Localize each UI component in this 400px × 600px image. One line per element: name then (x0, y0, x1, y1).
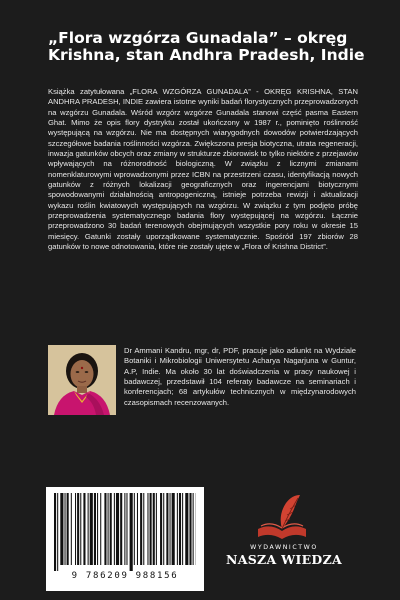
publisher-name-line1: WYDAWNICTWO (250, 544, 318, 551)
barcode-bar (65, 493, 66, 565)
barcode-bar (140, 493, 142, 565)
barcode-bar (57, 493, 58, 571)
book-title: „Flora wzgórza Gunadala” – okręg Krishna, stan Andhra Pradesh, Indie (48, 29, 365, 64)
barcode-bar (150, 493, 152, 565)
barcode-bar (193, 493, 194, 565)
barcode-bar (97, 493, 98, 565)
barcode-bar (177, 493, 178, 565)
barcode-bar (163, 493, 164, 565)
barcode-bar (77, 493, 79, 565)
barcode-bar (80, 493, 81, 565)
barcode-bar (182, 493, 183, 565)
isbn-barcode (46, 487, 204, 591)
barcode-bar (90, 493, 93, 565)
barcode-bar (88, 493, 89, 565)
book-quill-icon (252, 493, 312, 543)
author-bio: Dr Ammani Kandru, mgr, dr, PDF, pracuje jako adiunkt na Wydziale Botaniki i Mikrobiologii Uniwersytetu Acharya Nagarjuna w Guntur, A.P, Indie. Ma około 30 lat doświadczenia w pracy naukowej i badawczej, przedstawił 104 referaty badawcze na seminariach i konferencjach; 68 artykułów technicznych w międzynarodowych czasopismach recenzowanych. (124, 346, 356, 407)
barcode-bar (71, 493, 72, 565)
barcode-bar (60, 493, 63, 565)
barcode-bar (179, 493, 181, 565)
barcode-bar (116, 493, 119, 565)
barcode-bar (147, 493, 148, 565)
barcode-bar (108, 493, 109, 565)
barcode-bar (126, 493, 127, 565)
barcode-bar (143, 493, 144, 565)
barcode-number: 9 786209 988156 (71, 571, 179, 581)
barcode-bar (156, 493, 157, 565)
barcode-bar (166, 493, 168, 565)
barcode-bar (160, 493, 162, 565)
barcode-bar (67, 493, 69, 565)
barcode-bar (83, 493, 85, 565)
barcode-bar (137, 493, 138, 565)
barcode-bar (100, 493, 101, 565)
barcode-bar (124, 493, 125, 565)
barcode-bar (114, 493, 115, 565)
barcode-bar (153, 493, 155, 565)
barcode-bar (130, 493, 133, 571)
barcode-bar (110, 493, 112, 565)
barcode-bars (54, 493, 196, 571)
barcode-bar (104, 493, 106, 565)
barcode-bar (54, 493, 56, 571)
barcode-bar (172, 493, 175, 565)
barcode-bar (185, 493, 188, 565)
barcode-bar (94, 493, 96, 565)
barcode-bar (189, 493, 191, 565)
barcode-bar (75, 493, 76, 565)
book-description: Książka zatytułowana „FLORA WZGÓRZA GUNADALA” - OKRĘG KRISHNA, STAN ANDHRA PRADESH, INDIE zawiera istotne wyniki badań florystycznych przeprowadzonych na wzgórzu Gunadala. Wśród wzgórz wzgórze Gunadala stanowi część pasma Eastern Ghat. Mimo że opis flory dystryktu został ukończony w 1987 r., pominięto roślinność występującą na wzgórzu. Nie ma dostępnych wiarygodnych dowodów potwierdzających szczegółowe badania roślinności wzgórza. Zwiększona presja biotyczna, utrata regeneracji, inwazja gatunków obcych oraz zmiany w strukturze zbiorowisk to tylko niektóre z przejawów wpływających na różnorodność biologiczną. W związku z licznymi zmianami nomenklaturowymi wprowadzonymi przez ICBN na przestrzeni czasu, identyfikacją nowych gatunków z różnych lokalizacji geograficznych oraz ingerencjami biotycznymi spowodowanymi działalnością antropogeniczną, istnieje potrzeba rewizji i aktualizacji wykazu roślin kwiatowych występujących na wzgórzu. W związku z tym podjęto próbę przeprowadzenia systematycznego badania flory występującej na wzgórzu. Łącznie przeprowadzono 30 badań terenowych obejmujących wszystkie pory roku w okresie 15 miesięcy. Gatunki zostały uporządkowane systematycznie. Spośród 197 zbiorów 28 gatunków to nowe odnotowania, które nie zostały ujęte w „Flora of Krishna District”. (48, 87, 358, 252)
publisher-name-line2: NASZA WIEDZA (225, 552, 342, 567)
author-portrait-illustration (48, 345, 116, 415)
publisher-logo (252, 493, 312, 543)
barcode-bar (134, 493, 135, 565)
barcode-bar (120, 493, 122, 565)
author-photo (48, 345, 116, 415)
barcode-bar (170, 493, 171, 565)
